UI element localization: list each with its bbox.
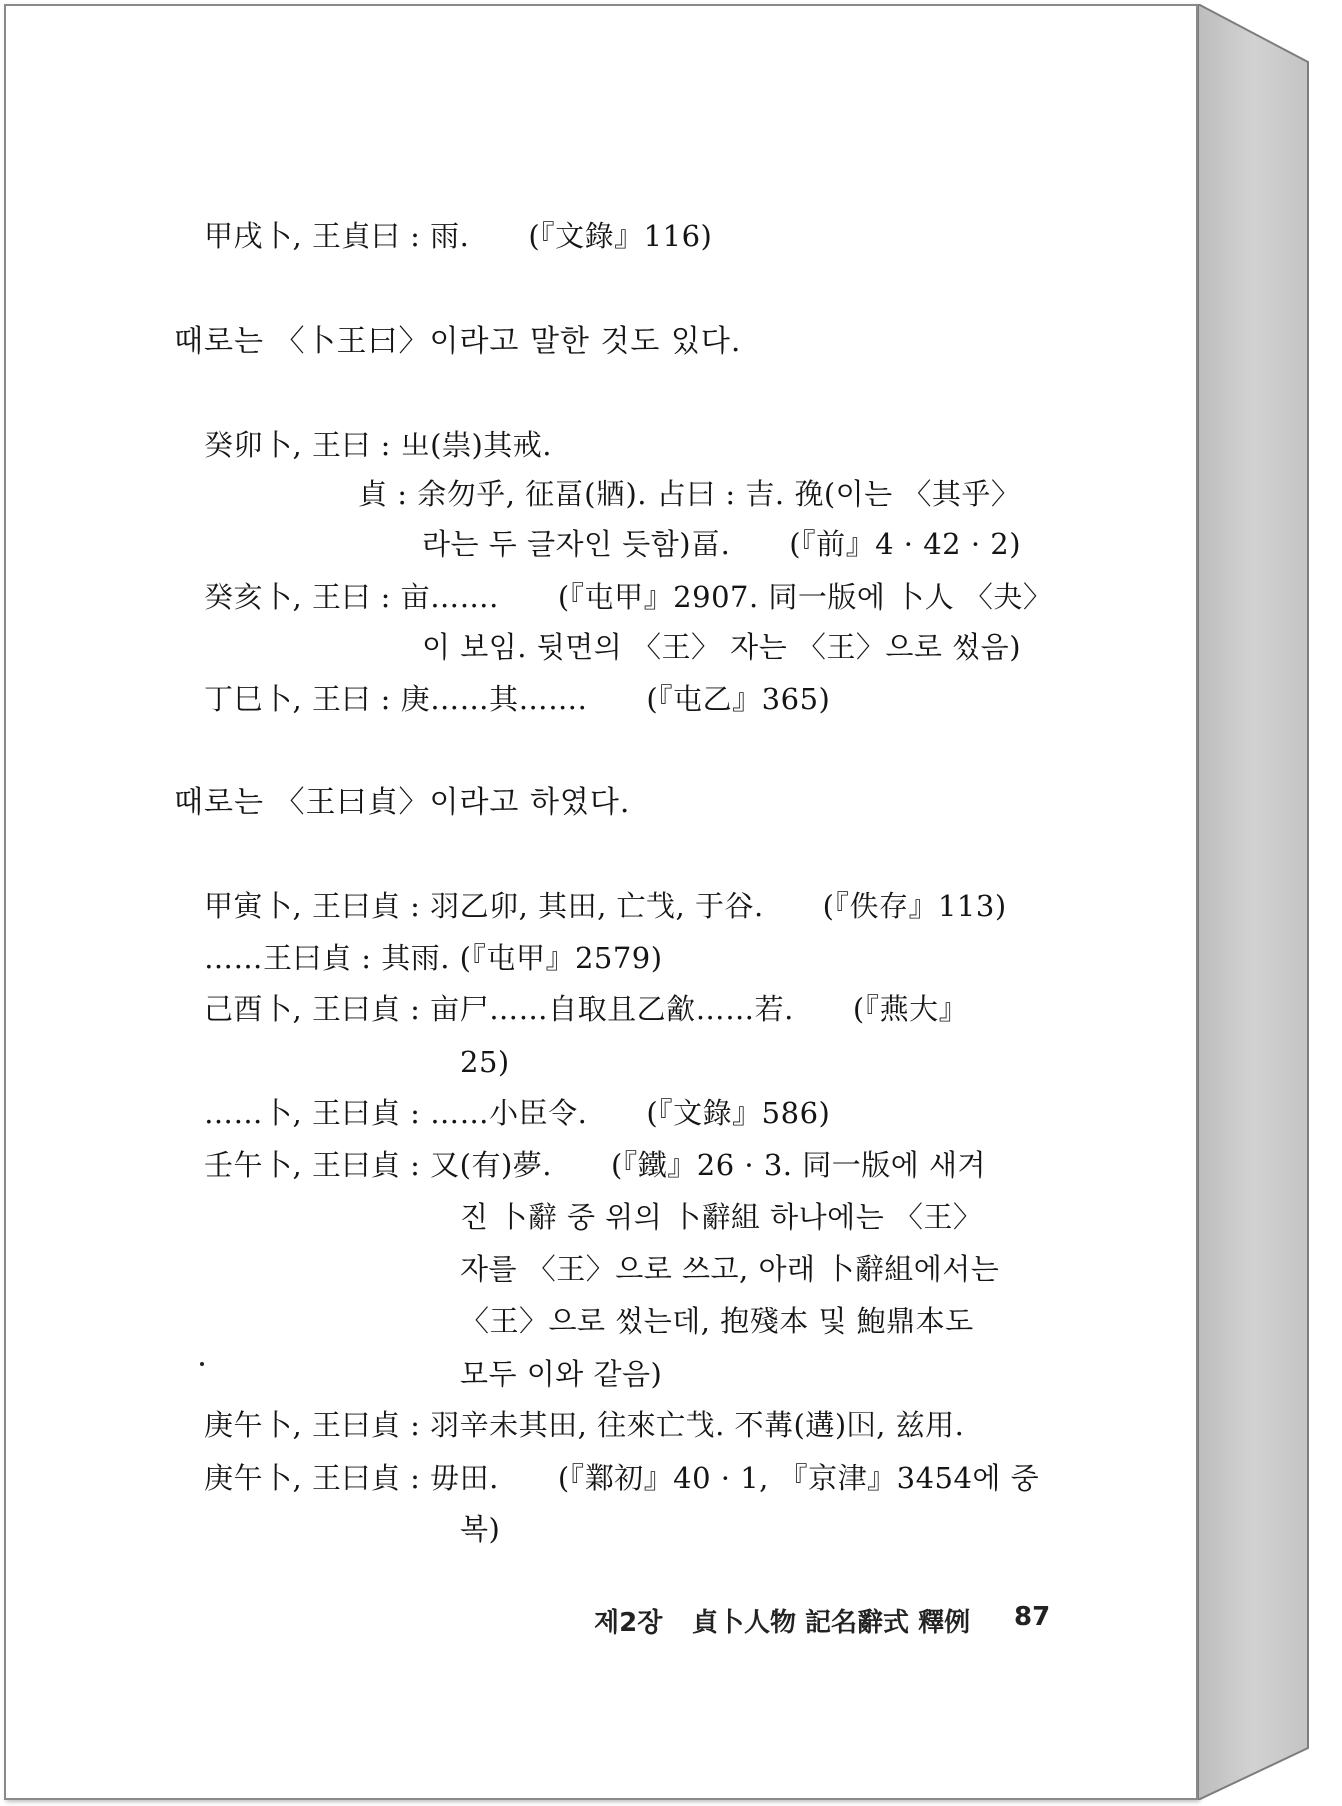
text-line: 모두 이와 같음)	[460, 1357, 663, 1391]
running-footer-chapter: 제2장	[594, 1608, 663, 1638]
text-line: 라는 두 글자인 듯함)畐. (『前』4 · 42 · 2)	[422, 527, 1022, 561]
text-line: 25)	[460, 1045, 510, 1079]
page-number: 87	[1014, 1602, 1051, 1632]
text-line: 이 보임. 뒷면의 〈王〉 자는 〈王〉으로 썼음)	[422, 630, 1022, 664]
text-line: 己酉卜, 王曰貞 : 亩尸……自取且乙㱃……若. (『燕大』	[204, 992, 969, 1026]
text-line: 庚午卜, 王曰貞 : 羽辛未其田, 往來亡𢦏. 不冓(遘)𡆥, 兹用.	[204, 1408, 965, 1442]
text-line: 癸卯卜, 王曰 : 㞢(祟)其戒.	[204, 428, 552, 462]
text-line: 자를 〈王〉으로 쓰고, 아래 卜辭組에서는	[460, 1252, 1000, 1286]
text-line: 복)	[460, 1512, 501, 1546]
text-line: ……卜, 王曰貞 : ……小臣令. (『文錄』586)	[204, 1096, 831, 1130]
text-line: 庚午卜, 王曰貞 : 毋田. (『鄴初』40 · 1, 『京津』3454에 중	[204, 1461, 1040, 1495]
text-line: 〈王〉으로 썼는데, 抱殘本 및 鮑鼎本도	[460, 1304, 974, 1338]
text-line: 甲戌卜, 王貞曰 : 雨. (『文錄』116)	[204, 219, 713, 253]
text-line: 진 卜辭 중 위의 卜辭組 하나에는 〈王〉	[460, 1200, 983, 1234]
text-line: 壬午卜, 王曰貞 : 又(有)夢. (『鐵』26 · 3. 同一版에 새겨	[204, 1148, 987, 1182]
text-line: ……王曰貞 : 其雨. (『屯甲』2579)	[204, 941, 663, 975]
text-line: 癸亥卜, 王曰 : 亩……. (『屯甲』2907. 同一版에 卜人 〈夬〉	[204, 580, 1053, 614]
text-line: 丁巳卜, 王曰 : 庚……其……. (『屯乙』365)	[204, 682, 831, 716]
text-line: 貞 : 余勿乎, 征畐(𨟻). 占曰 : 吉. 㝃(이는 〈其乎〉	[358, 477, 1021, 511]
text-line: 甲寅卜, 王曰貞 : 羽乙卯, 其田, 亡𢦏, 于谷. (『佚存』113)	[204, 889, 1007, 923]
text-line: 때로는 〈王曰貞〉이라고 하였다.	[174, 785, 631, 820]
text-line: 때로는 〈卜王曰〉이라고 말한 것도 있다.	[174, 324, 742, 359]
stray-mark	[200, 1362, 204, 1366]
running-footer-title: 貞卜人物 記名辭式 釋例	[692, 1608, 971, 1638]
book-thickness-edge	[1198, 4, 1312, 1800]
book-page	[4, 4, 1198, 1800]
